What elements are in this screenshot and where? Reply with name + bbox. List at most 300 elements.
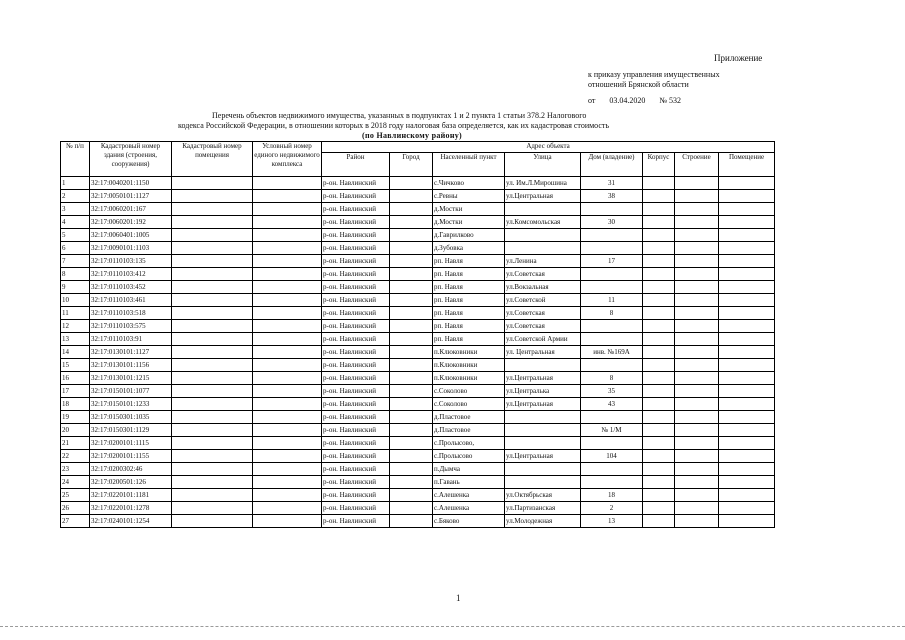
header-conditional-number: Условный номер единого недвижимого комплекса — [253, 142, 322, 177]
cell-street — [505, 476, 581, 489]
cell-cadastral-building: 32:17:0200101:1155 — [90, 450, 172, 463]
cell-cadastral-room — [172, 385, 253, 398]
cell-structure — [675, 320, 719, 333]
cell-room — [719, 190, 775, 203]
cell-city — [390, 320, 433, 333]
cell-house: 8 — [581, 307, 643, 320]
cell-conditional-number — [253, 255, 322, 268]
cell-street: ул.Советская — [505, 307, 581, 320]
cell-city — [390, 463, 433, 476]
cell-cadastral-room — [172, 203, 253, 216]
cell-room — [719, 398, 775, 411]
cell-cadastral-building: 32:17:0110103:91 — [90, 333, 172, 346]
cell-room — [719, 437, 775, 450]
cell-num: 23 — [61, 463, 90, 476]
cell-building — [643, 398, 675, 411]
cell-structure — [675, 307, 719, 320]
cell-settlement: п.Клюковники — [433, 372, 505, 385]
cell-num: 16 — [61, 372, 90, 385]
cell-conditional-number — [253, 242, 322, 255]
cell-num: 9 — [61, 281, 90, 294]
cell-building — [643, 463, 675, 476]
cell-cadastral-room — [172, 502, 253, 515]
cell-structure — [675, 437, 719, 450]
cell-street: ул.Советской Армии — [505, 333, 581, 346]
cell-district: р-он. Навлинский — [322, 294, 390, 307]
cell-building — [643, 177, 675, 190]
cell-district: р-он. Навлинский — [322, 424, 390, 437]
cell-building — [643, 268, 675, 281]
cell-structure — [675, 476, 719, 489]
cell-city — [390, 398, 433, 411]
cell-district: р-он. Навлинский — [322, 177, 390, 190]
cell-structure — [675, 359, 719, 372]
cell-settlement: с.Соколово — [433, 398, 505, 411]
cell-district: р-он. Навлинский — [322, 229, 390, 242]
cell-cadastral-building: 32:17:0200101:1115 — [90, 437, 172, 450]
header-address-group: Адрес объекта — [322, 142, 775, 153]
cell-room — [719, 450, 775, 463]
cell-settlement: с.Пролысово — [433, 450, 505, 463]
cell-street — [505, 203, 581, 216]
cell-room — [719, 359, 775, 372]
cell-house — [581, 281, 643, 294]
header-structure: Строение — [675, 152, 719, 176]
cell-district: р-он. Навлинский — [322, 372, 390, 385]
table-row — [61, 346, 775, 359]
cell-district: р-он. Навлинский — [322, 190, 390, 203]
cell-district: р-он. Навлинский — [322, 463, 390, 476]
cell-city — [390, 489, 433, 502]
cell-house: 11 — [581, 294, 643, 307]
cell-num: 24 — [61, 476, 90, 489]
cell-cadastral-room — [172, 450, 253, 463]
cell-cadastral-room — [172, 398, 253, 411]
cell-structure — [675, 255, 719, 268]
cell-house: 35 — [581, 385, 643, 398]
cell-street: ул.Комсомольская — [505, 216, 581, 229]
cell-city — [390, 437, 433, 450]
header-settlement: Населенный пункт — [433, 152, 505, 176]
cell-settlement: д.Зубовка — [433, 242, 505, 255]
cell-house: 8 — [581, 372, 643, 385]
cell-num: 26 — [61, 502, 90, 515]
cell-street: ул.Советская — [505, 320, 581, 333]
cell-settlement: д.Пластовое — [433, 411, 505, 424]
cell-district: р-он. Навлинский — [322, 359, 390, 372]
cell-cadastral-room — [172, 216, 253, 229]
order-reference-line1: к приказу управления имущественных — [588, 70, 720, 79]
cell-city — [390, 255, 433, 268]
cell-num: 3 — [61, 203, 90, 216]
cell-cadastral-building: 32:17:0220101:1278 — [90, 502, 172, 515]
table-row — [61, 255, 775, 268]
cell-room — [719, 476, 775, 489]
cell-num: 4 — [61, 216, 90, 229]
cell-settlement: рп. Навля — [433, 255, 505, 268]
cell-room — [719, 515, 775, 528]
cell-conditional-number — [253, 333, 322, 346]
cell-structure — [675, 385, 719, 398]
header-cadastral-building: Кадастровый номер здания (строения, сооружения) — [90, 142, 172, 177]
table-row — [61, 372, 775, 385]
cell-room — [719, 268, 775, 281]
cell-building — [643, 502, 675, 515]
cell-room — [719, 294, 775, 307]
cell-cadastral-room — [172, 268, 253, 281]
table-row — [61, 515, 775, 528]
cell-conditional-number — [253, 190, 322, 203]
cell-building — [643, 359, 675, 372]
cell-settlement: д.Мостки — [433, 216, 505, 229]
cell-cadastral-building: 32:17:0060201:167 — [90, 203, 172, 216]
cell-cadastral-building: 32:17:0110103:461 — [90, 294, 172, 307]
cell-cadastral-room — [172, 229, 253, 242]
document-title-line1: Перечень объектов недвижимого имущества, указанных в подпунктах 1 и 2 пункта 1 статьи 378.2 Налогового — [212, 111, 587, 120]
cell-city — [390, 190, 433, 203]
cell-room — [719, 255, 775, 268]
cell-settlement: п.Клюковники — [433, 359, 505, 372]
cell-house — [581, 229, 643, 242]
cell-cadastral-building: 32:17:0090101:1103 — [90, 242, 172, 255]
cell-district: р-он. Навлинский — [322, 476, 390, 489]
page-bottom-edge — [0, 626, 905, 627]
cell-structure — [675, 242, 719, 255]
header-house: Дом (владение) — [581, 152, 643, 176]
cell-cadastral-building: 32:17:0150301:1035 — [90, 411, 172, 424]
cell-house — [581, 242, 643, 255]
cell-conditional-number — [253, 411, 322, 424]
header-district: Район — [322, 152, 390, 176]
cell-building — [643, 515, 675, 528]
cell-building — [643, 346, 675, 359]
cell-city — [390, 359, 433, 372]
cell-structure — [675, 216, 719, 229]
property-register-table — [60, 141, 775, 528]
cell-cadastral-building: 32:17:0150301:1129 — [90, 424, 172, 437]
cell-district: р-он. Навлинский — [322, 437, 390, 450]
cell-num: 21 — [61, 437, 90, 450]
cell-district: р-он. Навлинский — [322, 281, 390, 294]
cell-street: ул.Советской — [505, 294, 581, 307]
cell-cadastral-room — [172, 411, 253, 424]
cell-city — [390, 385, 433, 398]
cell-city — [390, 177, 433, 190]
cell-city — [390, 424, 433, 437]
cell-conditional-number — [253, 320, 322, 333]
cell-num: 14 — [61, 346, 90, 359]
cell-building — [643, 320, 675, 333]
cell-cadastral-building: 32:17:0130101:1127 — [90, 346, 172, 359]
cell-building — [643, 216, 675, 229]
cell-building — [643, 476, 675, 489]
cell-structure — [675, 281, 719, 294]
cell-house — [581, 437, 643, 450]
cell-cadastral-room — [172, 294, 253, 307]
order-date: 03.04.2020 — [609, 96, 646, 105]
cell-building — [643, 411, 675, 424]
cell-cadastral-building: 32:17:0110103:452 — [90, 281, 172, 294]
cell-structure — [675, 450, 719, 463]
cell-conditional-number — [253, 463, 322, 476]
cell-building — [643, 203, 675, 216]
cell-settlement: с.Алешенка — [433, 489, 505, 502]
cell-cadastral-building: 32:17:0200501:126 — [90, 476, 172, 489]
document-title-district: (по Навлинскому району) — [362, 131, 463, 140]
cell-street: ул.Вокзальная — [505, 281, 581, 294]
cell-room — [719, 463, 775, 476]
cell-num: 15 — [61, 359, 90, 372]
cell-conditional-number — [253, 385, 322, 398]
cell-city — [390, 281, 433, 294]
cell-cadastral-building: 32:17:0200302:46 — [90, 463, 172, 476]
cell-district: р-он. Навлинский — [322, 385, 390, 398]
cell-cadastral-room — [172, 307, 253, 320]
cell-house — [581, 476, 643, 489]
cell-cadastral-building: 32:17:0130101:1215 — [90, 372, 172, 385]
cell-street: ул.Центральная — [505, 190, 581, 203]
cell-num: 12 — [61, 320, 90, 333]
cell-structure — [675, 411, 719, 424]
cell-num: 10 — [61, 294, 90, 307]
order-number: № 532 — [659, 96, 682, 105]
cell-structure — [675, 229, 719, 242]
table-row — [61, 190, 775, 203]
cell-city — [390, 307, 433, 320]
cell-house — [581, 359, 643, 372]
cell-street: ул. Им.Л.Мирошина — [505, 177, 581, 190]
cell-room — [719, 216, 775, 229]
cell-conditional-number — [253, 268, 322, 281]
cell-room — [719, 177, 775, 190]
cell-structure — [675, 333, 719, 346]
cell-district: р-он. Навлинский — [322, 268, 390, 281]
cell-building — [643, 450, 675, 463]
cell-city — [390, 216, 433, 229]
cell-district: р-он. Навлинский — [322, 502, 390, 515]
cell-cadastral-room — [172, 437, 253, 450]
cell-cadastral-room — [172, 346, 253, 359]
table-row — [61, 398, 775, 411]
table-row — [61, 294, 775, 307]
cell-cadastral-room — [172, 372, 253, 385]
cell-house: 18 — [581, 489, 643, 502]
cell-city — [390, 450, 433, 463]
cell-room — [719, 307, 775, 320]
cell-district: р-он. Навлинский — [322, 489, 390, 502]
cell-building — [643, 229, 675, 242]
cell-settlement: п.Клюковники — [433, 346, 505, 359]
cell-building — [643, 372, 675, 385]
cell-house: 38 — [581, 190, 643, 203]
cell-cadastral-room — [172, 463, 253, 476]
cell-room — [719, 489, 775, 502]
cell-conditional-number — [253, 307, 322, 320]
cell-house — [581, 203, 643, 216]
cell-street: ул.Партизанская — [505, 502, 581, 515]
cell-num: 19 — [61, 411, 90, 424]
cell-room — [719, 333, 775, 346]
cell-settlement: с.Чичково — [433, 177, 505, 190]
cell-settlement: рп. Навля — [433, 294, 505, 307]
table-row — [61, 463, 775, 476]
cell-building — [643, 307, 675, 320]
cell-cadastral-building: 32:17:0110103:518 — [90, 307, 172, 320]
cell-structure — [675, 424, 719, 437]
cell-street — [505, 229, 581, 242]
cell-conditional-number — [253, 229, 322, 242]
table-row — [61, 320, 775, 333]
cell-cadastral-building: 32:17:0130101:1156 — [90, 359, 172, 372]
cell-cadastral-building: 32:17:0110103:135 — [90, 255, 172, 268]
cell-num: 2 — [61, 190, 90, 203]
cell-cadastral-building: 32:17:0110103:412 — [90, 268, 172, 281]
cell-house: № 1/М — [581, 424, 643, 437]
cell-room — [719, 385, 775, 398]
cell-city — [390, 333, 433, 346]
cell-building — [643, 385, 675, 398]
cell-room — [719, 203, 775, 216]
cell-building — [643, 190, 675, 203]
cell-settlement: с.Бяково — [433, 515, 505, 528]
cell-street — [505, 411, 581, 424]
cell-num: 1 — [61, 177, 90, 190]
cell-room — [719, 242, 775, 255]
cell-conditional-number — [253, 515, 322, 528]
cell-district: р-он. Навлинский — [322, 450, 390, 463]
cell-conditional-number — [253, 424, 322, 437]
cell-cadastral-room — [172, 515, 253, 528]
cell-district: р-он. Навлинский — [322, 242, 390, 255]
cell-building — [643, 333, 675, 346]
cell-cadastral-room — [172, 333, 253, 346]
cell-num: 13 — [61, 333, 90, 346]
cell-conditional-number — [253, 203, 322, 216]
cell-district: р-он. Навлинский — [322, 255, 390, 268]
cell-city — [390, 476, 433, 489]
header-num: № п/п — [61, 142, 90, 177]
cell-conditional-number — [253, 281, 322, 294]
cell-num: 27 — [61, 515, 90, 528]
cell-district: р-он. Навлинский — [322, 216, 390, 229]
cell-settlement: рп. Навля — [433, 333, 505, 346]
table-row — [61, 450, 775, 463]
cell-street: ул.Молодежная — [505, 515, 581, 528]
cell-num: 8 — [61, 268, 90, 281]
cell-building — [643, 294, 675, 307]
cell-cadastral-room — [172, 489, 253, 502]
cell-conditional-number — [253, 346, 322, 359]
cell-street: ул. Центральная — [505, 346, 581, 359]
table-row — [61, 281, 775, 294]
order-reference-line2: отношений Брянской области — [588, 80, 689, 89]
cell-city — [390, 229, 433, 242]
cell-cadastral-building: 32:17:0110103:575 — [90, 320, 172, 333]
cell-house: 2 — [581, 502, 643, 515]
cell-settlement: п.Гавань — [433, 476, 505, 489]
cell-settlement: с.Соколово — [433, 385, 505, 398]
cell-building — [643, 281, 675, 294]
cell-house — [581, 333, 643, 346]
cell-street — [505, 359, 581, 372]
cell-house — [581, 463, 643, 476]
cell-cadastral-room — [172, 320, 253, 333]
cell-conditional-number — [253, 502, 322, 515]
cell-house — [581, 320, 643, 333]
cell-house: 30 — [581, 216, 643, 229]
cell-structure — [675, 177, 719, 190]
cell-room — [719, 281, 775, 294]
cell-room — [719, 502, 775, 515]
cell-conditional-number — [253, 476, 322, 489]
cell-settlement: рп. Навля — [433, 268, 505, 281]
cell-house: 17 — [581, 255, 643, 268]
cell-street — [505, 424, 581, 437]
cell-city — [390, 203, 433, 216]
cell-structure — [675, 268, 719, 281]
table-body — [61, 177, 775, 528]
table-row — [61, 307, 775, 320]
cell-settlement: с.Пролысово, — [433, 437, 505, 450]
table-row — [61, 242, 775, 255]
cell-settlement: с.Алешенка — [433, 502, 505, 515]
cell-num: 5 — [61, 229, 90, 242]
cell-structure — [675, 372, 719, 385]
header-room: Помещение — [719, 152, 775, 176]
table-row — [61, 333, 775, 346]
cell-cadastral-room — [172, 190, 253, 203]
header-street: Улица — [505, 152, 581, 176]
cell-building — [643, 255, 675, 268]
cell-street: ул.Центральная — [505, 372, 581, 385]
cell-cadastral-room — [172, 177, 253, 190]
table-row — [61, 489, 775, 502]
cell-house — [581, 411, 643, 424]
cell-street: ул.Ленина — [505, 255, 581, 268]
cell-cadastral-building: 32:17:0040201:1150 — [90, 177, 172, 190]
cell-city — [390, 268, 433, 281]
cell-conditional-number — [253, 294, 322, 307]
cell-conditional-number — [253, 450, 322, 463]
cell-conditional-number — [253, 216, 322, 229]
cell-cadastral-room — [172, 359, 253, 372]
table-header-row — [61, 142, 775, 153]
cell-cadastral-building: 32:17:0150101:1077 — [90, 385, 172, 398]
cell-district: р-он. Навлинский — [322, 203, 390, 216]
cell-structure — [675, 515, 719, 528]
table-row — [61, 502, 775, 515]
table-row — [61, 437, 775, 450]
cell-city — [390, 515, 433, 528]
header-cadastral-room: Кадастровый номер помещения — [172, 142, 253, 177]
document-title-line2: кодекса Российской Федерации, в отношении которых в 2018 году налоговая база определяется, как их кадастровая стоимость — [178, 121, 610, 130]
cell-cadastral-building: 32:17:0150101:1233 — [90, 398, 172, 411]
cell-num: 18 — [61, 398, 90, 411]
cell-settlement: рп. Навля — [433, 281, 505, 294]
table-row — [61, 203, 775, 216]
cell-conditional-number — [253, 437, 322, 450]
cell-street — [505, 463, 581, 476]
cell-house: 43 — [581, 398, 643, 411]
table-row — [61, 359, 775, 372]
cell-room — [719, 346, 775, 359]
cell-num: 11 — [61, 307, 90, 320]
cell-num: 22 — [61, 450, 90, 463]
cell-room — [719, 229, 775, 242]
header-building: Корпус — [643, 152, 675, 176]
cell-house: 104 — [581, 450, 643, 463]
cell-street — [505, 437, 581, 450]
